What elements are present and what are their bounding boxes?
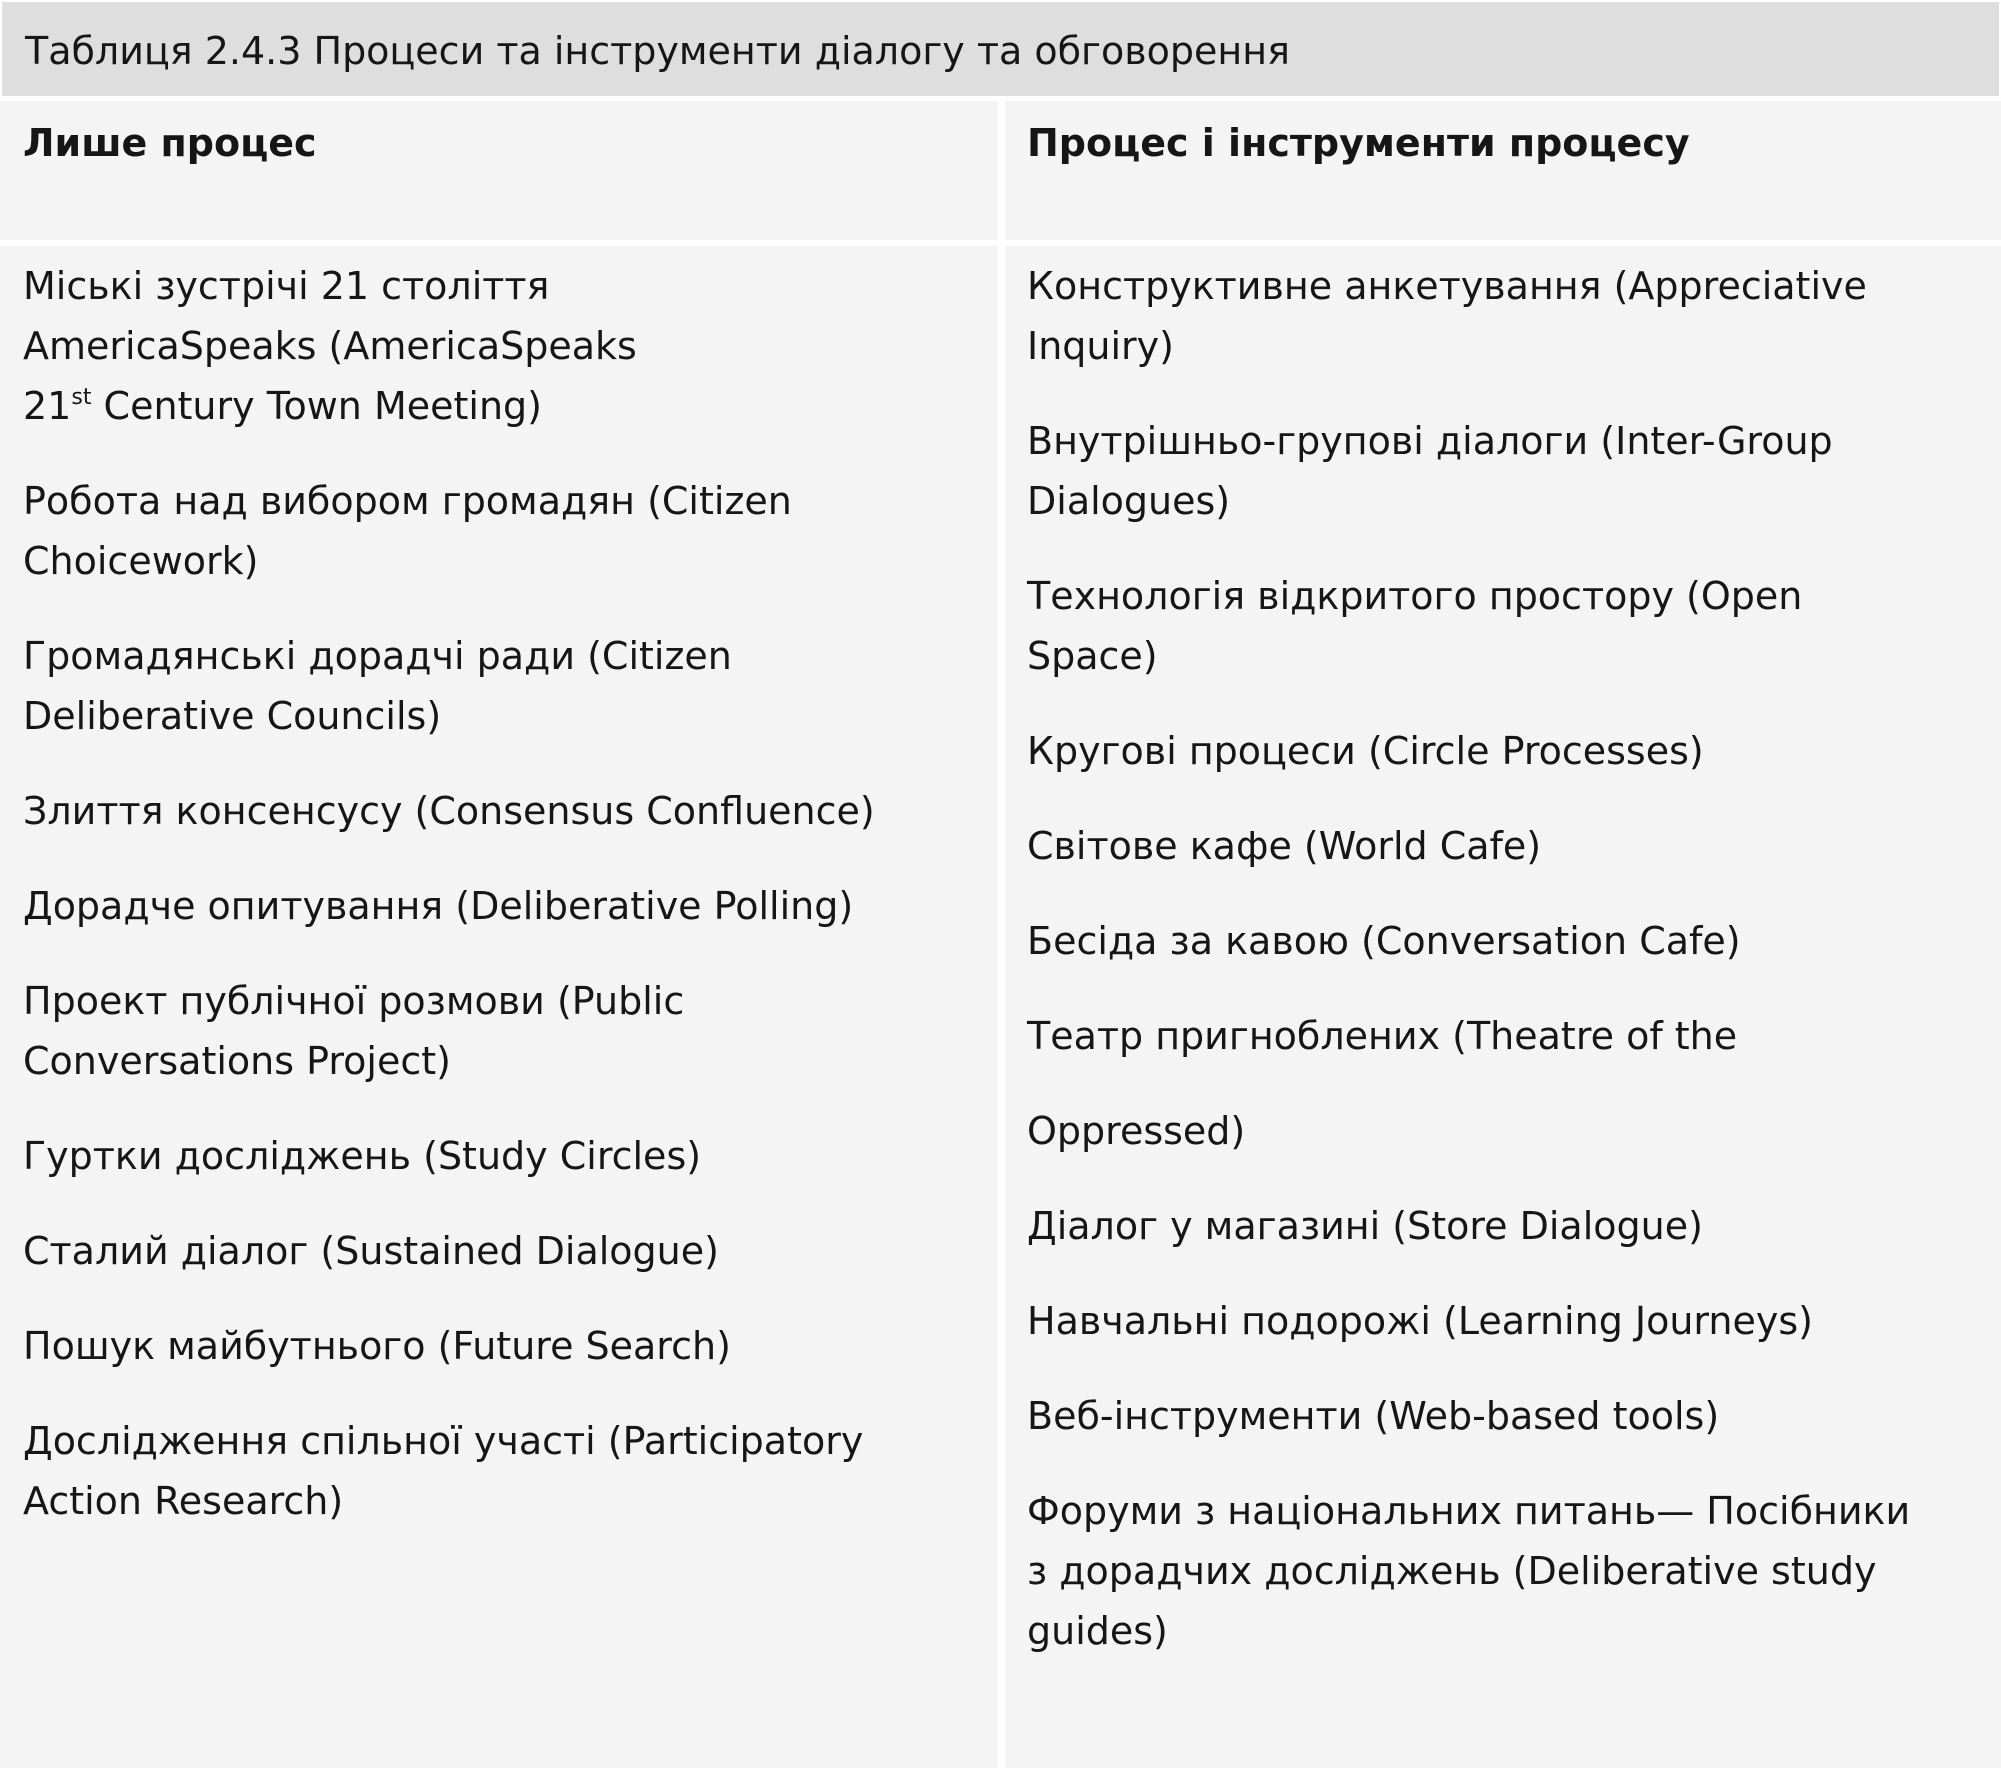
column-header-process-only (0, 101, 998, 240)
superscript: st (71, 385, 92, 410)
list-item: Злиття консенсусу (Consensus Confluence) (23, 789, 875, 833)
column-header-process-and-tools (1005, 101, 2001, 240)
list-item: Навчальні подорожі (Learning Journeys) (1027, 1299, 1813, 1343)
list-item: Технологія відкритого простору (Open Space) (1027, 574, 1803, 678)
list-item: Бесіда за кавою (Conversation Cafe) (1027, 919, 1741, 963)
table-caption: Таблиця 2.4.3 Процеси та інструменти діалогу та обговорення (2, 2, 1999, 96)
list-item-line: AmericaSpeaks (AmericaSpeaks (23, 324, 637, 368)
process-and-tools-list (1027, 256, 1927, 1661)
list-item: Театр пригноблених (Theatre of the (1027, 1014, 1738, 1058)
list-item: Робота над вибором громадян (Citizen Choicework) (23, 479, 792, 583)
column-process-and-tools (1005, 246, 2001, 1768)
column-process-only (0, 246, 998, 1768)
list-item: Сталий діалог (Sustained Dialogue) (23, 1229, 719, 1273)
list-item: Гуртки досліджень (Study Circles) (23, 1134, 702, 1178)
list-item: Світове кафе (World Cafe) (1027, 824, 1542, 868)
list-item: Діалог у магазині (Store Dialogue) (1027, 1204, 1703, 1248)
list-item-line: Century Town Meeting) (91, 384, 542, 428)
list-item: Дорадче опитування (Deliberative Polling) (23, 884, 854, 928)
list-item: Oppressed) (1027, 1109, 1246, 1153)
list-item: Веб-інструменти (Web-based tools) (1027, 1394, 1720, 1438)
list-item: Внутрішньо-групові діалоги (Inter-Group Dialogues) (1027, 419, 1833, 523)
list-item: Пошук майбутнього (Future Search) (23, 1324, 731, 1368)
process-only-list (23, 256, 923, 1531)
list-item-line: Міські зустрічі 21 століття (23, 264, 550, 308)
list-item (23, 256, 923, 436)
column-header-label: Процес і інструменти процесу (1027, 121, 1690, 165)
list-item: Громадянські дорадчі ради (Citizen Deliberative Councils) (23, 634, 732, 738)
list-item-line: 21 (23, 384, 72, 428)
list-item: Дослідження спільної участі (Participatory Action Research) (23, 1419, 864, 1523)
list-item: Конструктивне анкетування (Appreciative Inquiry) (1027, 264, 1867, 368)
list-item: Проект публічної розмови (Public Conversations Project) (23, 979, 685, 1083)
list-item: Форуми з національних питань— Посібники з дорадчих досліджень (Deliberative study guides) (1027, 1489, 1911, 1653)
list-item: Кругові процеси (Circle Processes) (1027, 729, 1704, 773)
column-header-label: Лише процес (23, 121, 317, 165)
